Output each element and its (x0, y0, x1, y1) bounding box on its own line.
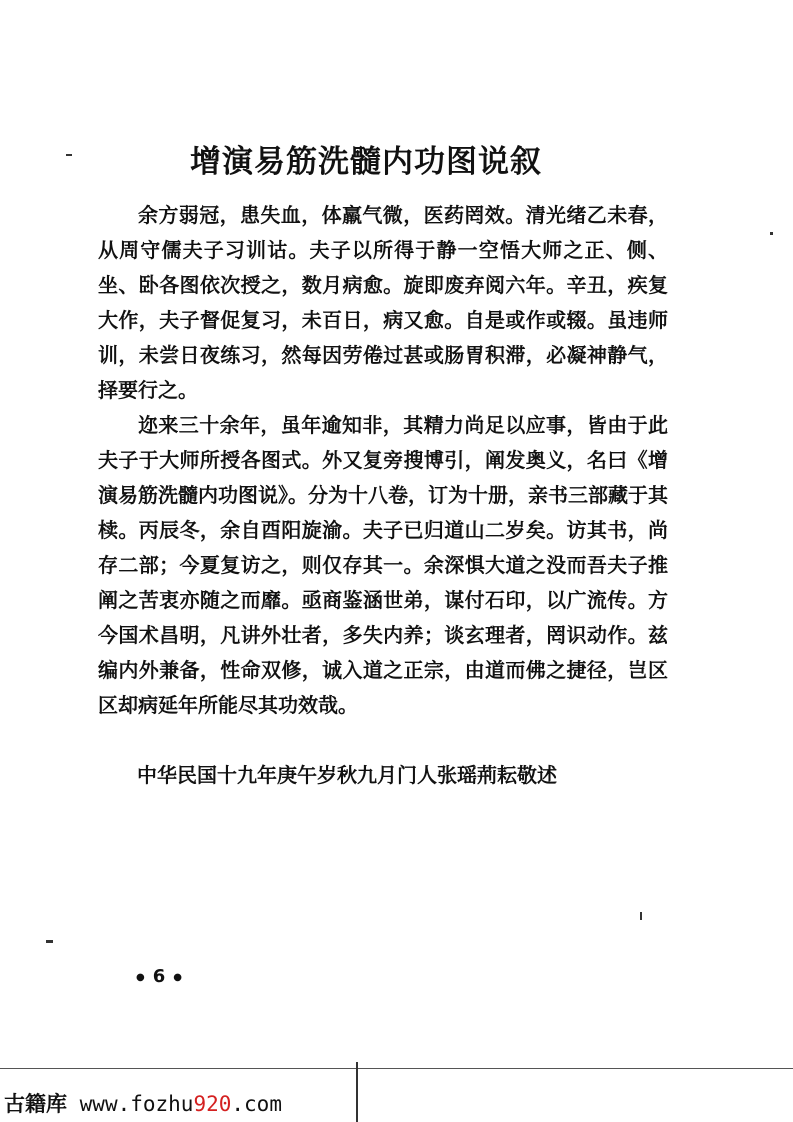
site-watermark (4, 1088, 282, 1118)
bullet-dot-icon: ● (173, 971, 182, 983)
page-number (128, 966, 190, 987)
watermark-site-name: 古籍库 (4, 1092, 67, 1116)
watermark-url-number: 920 (193, 1092, 232, 1116)
scan-edge-line (0, 1068, 793, 1069)
scan-speck (66, 154, 72, 156)
bullet-dot-icon: ● (136, 971, 145, 983)
preface-paragraph-1: 余方弱冠，患失血，体羸气微，医药罔效。清光绪乙未春，从周守儒夫子习训诂。夫子以所得于静一空悟大师之正、侧、坐、卧各图依次授之，数月病愈。旋即废弃阅六年。辛丑，疾复大作，夫子督促复习，未百日，病又愈。自是或作或辍。虽违师训，未尝日夜练习，然每因劳倦过甚或肠胃积滞，必凝神静气，择要行之。 (98, 203, 668, 402)
scan-speck (640, 912, 642, 920)
scan-speck (46, 940, 53, 943)
signature-line: 中华民国十九年庚午岁秋九月门人张瑶荊耘敬述 (137, 763, 557, 787)
page-number-value: 6 (152, 966, 166, 987)
scan-fold-line (356, 1062, 358, 1122)
watermark-url-suffix: .com (231, 1092, 282, 1116)
preface-title: 增演易筋洗髓内功图说叙 (190, 144, 542, 180)
scan-speck (770, 232, 773, 235)
preface-paragraph-2: 迩来三十余年，虽年逾知非，其精力尚足以应事，皆由于此夫子于大师所授各图式。外又复旁搜博引，阐发奥义，名曰《增演易筋洗髓内功图说》。分为十八卷，订为十册，亲书三部藏于其椟。丙辰冬，余自酉阳旋渝。夫子已归道山二岁矣。访其书，尚存二部；今夏复访之，则仅存其一。余深惧大道之没而吾夫子推阐之苦衷亦随之而靡。亟商鉴涵世弟，谋付石印，以广流传。方今国术昌明，凡讲外壮者，多失内养；谈玄理者，罔识动作。兹编内外兼备，性命双修，诚入道之正宗，由道而佛之捷径，岂区区却病延年所能尽其功效哉。 (98, 413, 668, 717)
preface-body (98, 198, 668, 723)
watermark-url-prefix: www.fozhu (79, 1092, 194, 1116)
